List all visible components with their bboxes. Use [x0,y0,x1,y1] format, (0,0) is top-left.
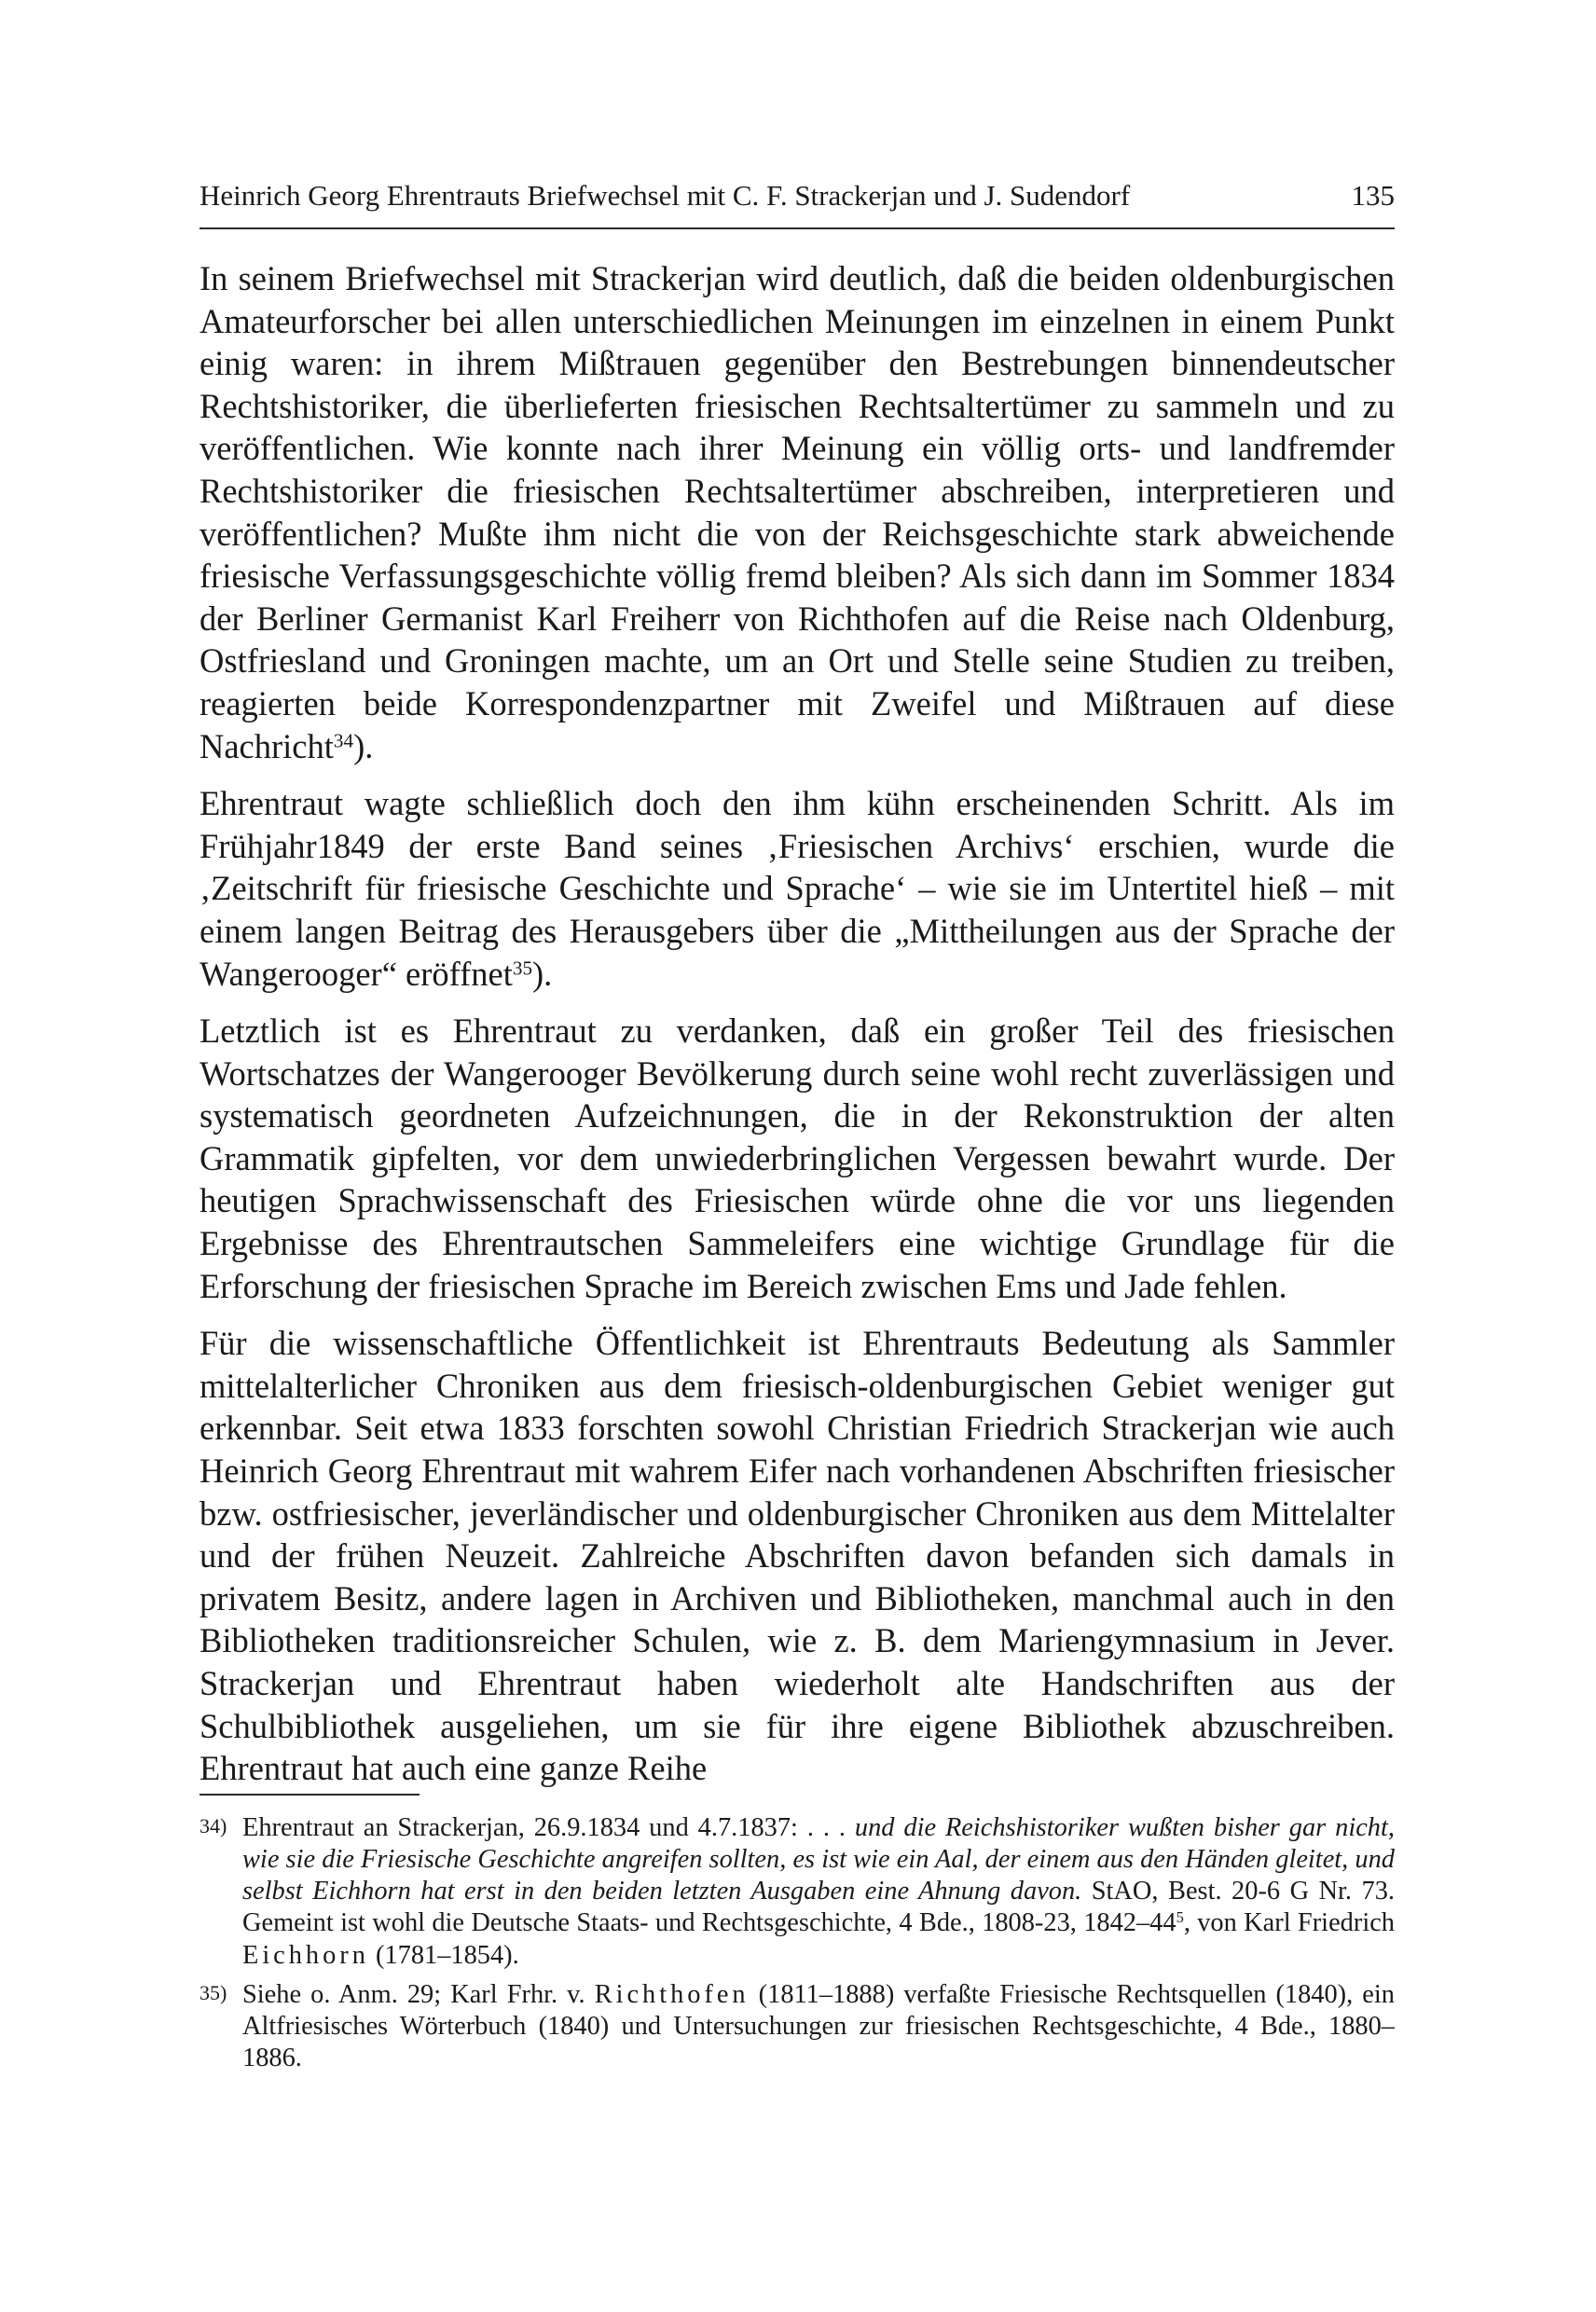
footnote-text [242,1979,1395,2075]
paragraph-1 [200,257,1395,767]
paragraph-1-tail: ). [353,726,374,765]
page-number: 135 [1351,179,1395,212]
book-page [200,177,1395,2082]
paragraph-2-tail: ). [532,954,553,993]
paragraph-3-text: Letztlich ist es Ehrentraut zu verdanken, daß ein großer Teil des friesischen Wortschatzes der Wangerooger Bevölkerung durch seine wohl recht zuverlässigen und systematisch geordneten Aufzeichnungen, die in der Rekonstruktion der alten Grammatik gipfelten, vor dem unwiederbringlichen Vergessen bewahrt wurde. Der heutigen Sprachwissenschaft des Friesischen würde ohne die vor uns liegenden Ergebnisse des Ehrentrautschen Sammeleifers eine wichtige Grundlage für die Erforschung der friesischen Sprache im Bereich zwischen Ems und Jade fehlen. [200,1012,1395,1305]
footnote-mark: 34) [200,1813,227,1837]
edition-superscript: 5 [1176,1908,1184,1927]
paragraph-4-text: Für die wissenschaftliche Öffentlichkeit ist Ehrentrauts Bedeutung als Sammler mittelalterlicher Chroniken aus dem friesisch-oldenburgischen Gebiet weniger gut erkennbar. Seit etwa 1833 forschten sowohl Christian Friedrich Strackerjan wie auch Heinrich Georg Ehrentraut mit wahrem Eifer nach vorhandenen Abschriften friesischer bzw. ostfriesischer, jeverländischer und oldenburgischer Chroniken aus dem Mittelalter und der frühen Neuzeit. Zahlreiche Abschriften davon befanden sich damals in privatem Besitz, andere lagen in Archiven und Bibliotheken, manchmal auch in den Bibliotheken traditionsreicher Schulen, wie z. B. dem Mariengymnasium in Jever. Strackerjan und Ehrentraut haben wiederholt alte Handschriften aus der Schulbibliothek ausgeliehen, um sie für ihre eigene Bibliothek abzuschreiben. Ehrentraut hat auch eine ganze Reihe [200,1324,1395,1788]
author-name: Richthofen [594,1979,750,2009]
footnote-lead: Ehrentraut an Strackerjan, 26.9.1834 und 4.7.1837: . . . [242,1812,855,1842]
footnote-lead: Siehe o. Anm. 29; Karl Frhr. v. [242,1979,595,2009]
footnote-34 [200,1812,1395,1972]
paragraph-1-text: In seinem Briefwechsel mit Strackerjan wird deutlich, daß die beiden oldenburgischen Amateurforscher bei allen unterschiedlichen Meinungen im einzelnen in einem Punkt einig waren: in ihrem Mißtrauen gegenüber den Bestrebungen binnendeutscher Rechtshistoriker, die überlieferten friesischen Rechtsaltertümer zu sammeln und zu veröffentlichen. Wie konnte nach ihrer Meinung ein völlig orts- und landfremder Rechtshistoriker die friesischen Rechtsaltertümer abschreiben, interpretieren und veröffentlichen? Mußte ihm nicht die von der Reichsgeschichte stark abweichende friesische Verfassungsgeschichte völlig fremd bleiben? Als sich dann im Sommer 1834 der Berliner Germanist Karl Freiherr von Richthofen auf die Reise nach Oldenburg, Ostfriesland und Groningen machte, um an Ort und Stelle seine Studien zu treiben, reagierten beide Korrespondenzpartner mit Zweifel und Mißtrauen auf diese Nachricht [200,259,1395,765]
footnote-ref-35[interactable]: 35 [512,956,533,979]
running-title: Heinrich Georg Ehrentrauts Briefwechsel mit C. F. Strackerjan und J. Sudendorf [200,179,1131,212]
footnote-citation-mid: , von Karl Friedrich [1183,1908,1395,1938]
paragraph-2 [200,782,1395,995]
footnote-quote: und die Reichshistoriker wußten bisher gar nicht, wie sie die Friesische Geschichte angreifen sollten, es ist wie ein Aal, der einem aus den Händen gleitet, und selbst Eichhorn hat erst in den beiden letzten Ausgaben eine Ahnung davon. [242,1812,1395,1906]
footnote-citation: (1811–1888) verfaßte Friesische Rechtsquellen (1840), ein Altfriesisches Wörterbuch (1840) und Untersuchungen zur friesischen Rechtsgeschichte, 4 Bde., 1880–1886. [242,1979,1395,2073]
footnote-divider [200,1794,420,1796]
footnote-35 [200,1979,1395,2075]
footnotes [200,1812,1395,2075]
footnote-citation-end: (1781–1854). [368,1940,519,1970]
footnote-citation: StAO, Best. 20-6 G Nr. 73. Gemeint ist wohl die Deutsche Staats- und Rechtsgeschichte, 4 Bde., 1808-23, 1842–44 [242,1877,1395,1938]
footnote-ref-34[interactable]: 34 [333,728,354,751]
footnote-text [242,1812,1395,1972]
paragraph-4 [200,1322,1395,1790]
paragraph-3 [200,1010,1395,1307]
paragraph-2-text: Ehrentraut wagte schließlich doch den ihm kühn erscheinenden Schritt. Als im Frühjahr1849 der erste Band seines ‚Friesischen Archivs‘ erschien, wurde die ‚Zeitschrift für friesische Geschichte und Sprache‘ – wie sie im Untertitel hieß – mit einem langen Beitrag des Herausgebers über die „Mittheilungen aus der Sprache der Wangerooger“ eröffnet [200,784,1395,993]
footnote-mark: 35) [200,1980,227,2004]
main-text [200,257,1395,1790]
running-header [200,177,1395,229]
author-name: Eichhorn [242,1940,369,1970]
